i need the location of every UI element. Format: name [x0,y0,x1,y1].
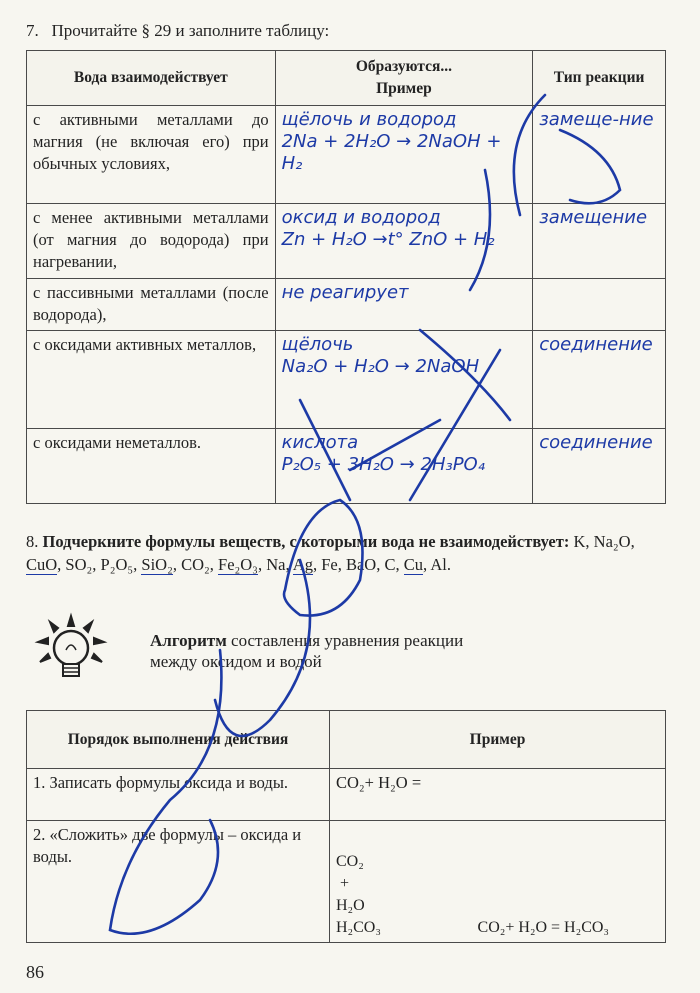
row4-desc: с оксидами активных металлов, [27,331,276,429]
task8-number: 8. [26,532,39,551]
row1-example-words: щёлочь и водород [281,109,457,130]
table-row [27,821,666,943]
formula-item: Ag [292,555,313,574]
formula-item: Na [266,555,286,574]
table-row [27,769,666,821]
row2-type-text: замещение [539,207,648,228]
formula-item: Al [430,555,447,574]
step2-line: H₂CO₃ [336,919,381,936]
lightbulb-icon [30,610,112,692]
algorithm-table [26,710,666,943]
algorithm-title-rest: составления уравнения реакции [226,631,464,650]
row3-example-words: не реагирует [281,282,409,303]
step1-example: CO₂+ H₂O = [330,769,666,821]
formula-item: SiO₂ [141,555,173,574]
step2-line: + [340,875,350,892]
row3-type [533,279,666,331]
step2-example [330,821,666,943]
task8-formula-list: K, Na₂O, CuO, SO₂, P₂O₅, SiO₂, CO₂, Fe₂O₃, Na, Ag, Fe, BaO, C, Cu, Al. [26,532,635,574]
step2-example-wrap [336,851,659,939]
task8 [26,530,666,576]
row2-type [533,204,666,279]
formula-item: Cu [403,555,423,574]
step2-text: 2. «Сложить» две формулы – оксида и воды. [27,821,330,943]
formula-item: K [573,532,586,551]
row4-example-words: щёлочь [281,334,354,355]
row1-type [533,106,666,204]
step2-line: H₂O [336,897,365,914]
water-reactions-table [26,50,666,504]
formula-item: P₂O₅ [100,555,134,574]
table1-header-col1: Вода взаимодействует [27,51,276,106]
row4-type [533,331,666,429]
table-row [27,331,666,429]
table-row [27,429,666,504]
table-row [27,106,666,204]
row5-type-text: соединение [539,432,653,453]
step2-example-column [336,851,381,939]
page-number: 86 [26,962,44,982]
row5-example-equation: P₂O₅ + 3H₂O → 2H₃PO₄ [281,454,485,475]
step2-example-equation: CO₂+ H₂O = H₂CO₃ [477,919,609,936]
formula-item: Fe₂O₃ [218,555,258,574]
algorithm-title-bold: Алгоритм [150,631,227,650]
formula-item: Na₂O [593,532,631,551]
row2-example-equation: Zn + H₂O →t° ZnO + H₂ [281,229,495,250]
task8-text: Подчеркните формулы веществ, с которыми вода не взаимодействует: [42,532,570,551]
task7-number: 7. [26,21,39,40]
row5-example [275,429,533,504]
row1-type-text: замеще-ние [539,109,654,130]
task7-text: Прочитайте § 29 и заполните таблицу: [51,21,330,40]
table1-header-col2: Образуются... Пример [275,51,533,106]
step1-text: 1. Записать формулы оксида и воды. [27,769,330,821]
row4-example [275,331,533,429]
task7-heading [26,20,329,42]
formula-item: BaO [345,555,377,574]
row5-desc: с оксидами неметаллов. [27,429,276,504]
table-row [27,279,666,331]
row2-example [275,204,533,279]
table-row [27,204,666,279]
table2-header-col2: Пример [330,711,666,769]
formula-item: C [384,555,396,574]
row1-desc: с активными металлами до магния (не включая его) при обычных условиях, [27,106,276,204]
formula-item: Fe [321,555,338,574]
row3-example [275,279,533,331]
row2-example-words: оксид и водород [281,207,441,228]
table1-header-row [27,51,666,106]
row4-example-equation: Na₂O + H₂O → 2NaOH [281,356,480,377]
formula-item: CO₂ [181,555,210,574]
row4-type-text: соединение [539,334,653,355]
table2-header-col1: Порядок выполнения действия [27,711,330,769]
row5-type [533,429,666,504]
formula-item: CuO [26,555,58,574]
row1-example [275,106,533,204]
row1-example-equation: 2Na + 2H₂O → 2NaOH + H₂ [281,131,502,174]
row3-desc: с пассивными металлами (после водорода), [27,279,276,331]
table2-header-row [27,711,666,769]
row2-desc: с менее активными металлами (от магния до водорода) при нагревании, [27,204,276,279]
formula-item: SO₂ [65,555,93,574]
step2-line: CO₂ [336,853,364,870]
algorithm-title-line2: между оксидом и водой [150,652,322,671]
table1-header-col3: Тип реакции [533,51,666,106]
algorithm-title [150,630,463,672]
row5-example-words: кислота [281,432,359,453]
